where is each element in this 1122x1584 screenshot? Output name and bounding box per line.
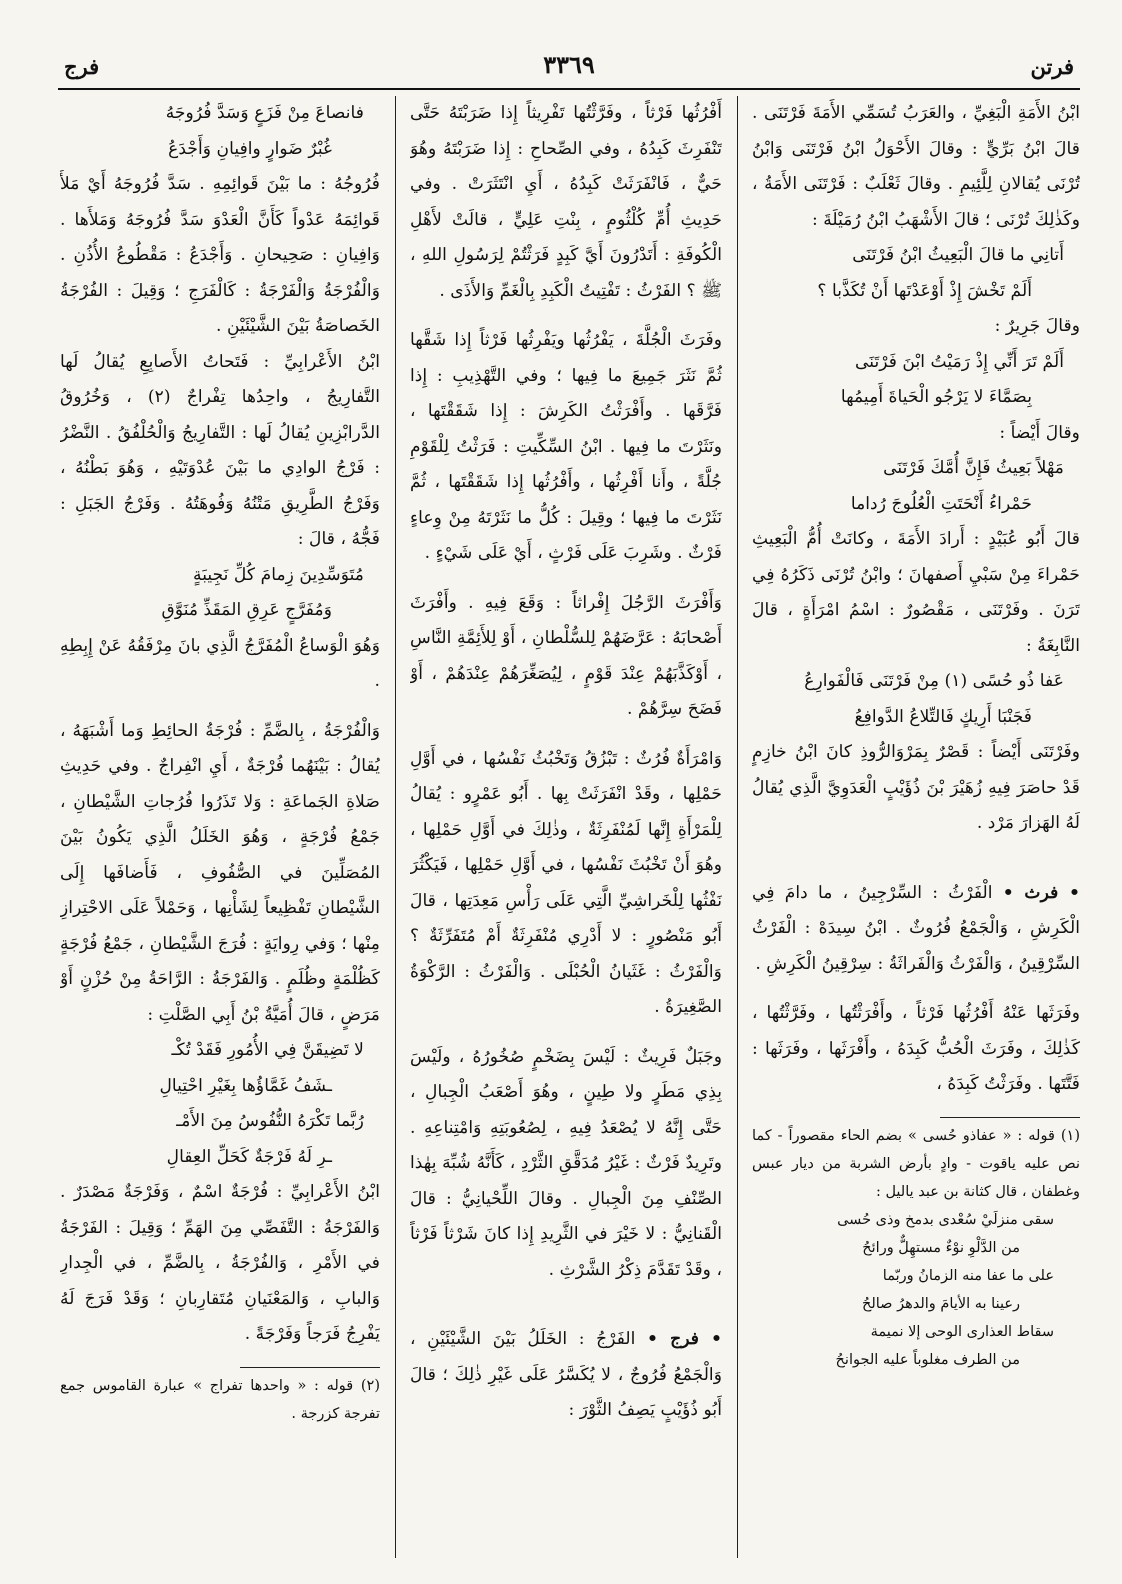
footnote-verse: على ما عفا منه الزمانُ وربّما xyxy=(882,1267,1054,1284)
verse-line: أَلَمْ تَرَ أَنِّي إِذْ رَمَيْتُ ابْنَ فَرْتَنَى xyxy=(854,351,1064,372)
footnote-1: (١) قوله : « عفاذو حُسى » بضم الحاء مقصوراً - كما نص عليه ياقوت - وادٍ بأرض الشربة من ديار عبس وغطفان ، قال كثانة بن عبد ياليل : xyxy=(752,1127,1080,1200)
footnote-verse: رعينا به الأيامَ والدهرُ صالحُ xyxy=(861,1295,1020,1312)
verse-line: عَفا ذُو حُسًى (١) مِنْ فَرْتَنَى فَالْفَوارِعُ xyxy=(804,671,1064,691)
verse-line: حَمْراءُ أَنْحَتَتِ الْعُلُوجَ رُداما xyxy=(850,493,1032,514)
header-left-headword: فرج xyxy=(64,54,100,79)
entry-headword: • فرث • xyxy=(1002,882,1080,903)
paragraph: وَأَفْرَثَ الرَّجُلَ إِفْراثاً : وَقَعَ فِيهِ . وأَفْرَثَ أَصْحابَهُ : عَرَّضَهُمْ لِلسُّلْطانِ ، أَوْ لِلأَئِمَّةِ النَّاسِ ، أَوْكَذَّبَهُمْ عِنْدَ قَوْمٍ ، لِيُصَغِّرَهُمْ عِنْدَهُمْ ، أَوْ فَضَحَ سِرَّهُمْ . xyxy=(410,592,722,719)
paragraph: وقالَ أَيْضاً : xyxy=(999,422,1080,443)
verse-line: رُبَّما تَكْرَهُ النُّفُوسُ مِنَ الأَمْـ xyxy=(176,1111,364,1131)
paragraph: أَفْرُثُها فَرْثاً ، وفَرَّثْتُها تَفْرِيثاً إِذا ضَرَبْتَهُ حَتَّى تَنْفَرِثَ كَبِدُهُ ، وفي الصِّحاحِ : إِذا ضَرَبْتَهُ وهُوَ حَيٌّ ، فَانْفَرَثَتْ كَبِدُهُ ، أَيِ انْتَثَرَتْ . وفي حَدِيثِ أُمِّ كُلْثُومٍ ، بِنْتِ عَلِيٍّ ، قالَتْ لأَهْلِ الْكُوفَةِ : أَتَدْرُونَ أَيَّ كَبِدٍ فَرَثْتُمْ لِرَسُولِ اللهِ ، ﷺ ؟ الفَرْثُ : تَفْتِيتُ الْكَبِدِ بِالْغَمِّ وَالأَذَى . xyxy=(410,103,722,301)
column-right xyxy=(752,96,1080,1566)
footnote-divider xyxy=(240,1367,380,1368)
footnote-verse: من الطرف مغلوباً عليه الجوانحُ xyxy=(835,1351,1020,1368)
paragraph: وَهُوَ الْوَساعُ الْمُفَرَّجُ الَّذِي بانَ مِرْفَقُهُ عَنْ إِبِطِهِ . xyxy=(60,635,380,691)
verse-line: فانصاعَ مِنْ فَزَعٍ وَسَدَّ فُرُوجَهُ xyxy=(165,103,364,123)
verse-line: لا تَضِيقَنَّ فِي الأُمُورِ فَقَدْ تُكْـ xyxy=(171,1040,364,1060)
verse-line: وَمُفَرَّجٍ عَرِقِ المَقَذِّ مُنَوَّقِ xyxy=(161,600,332,620)
footnote-verse: سقاط العذارى الوحى إلا نميمة xyxy=(870,1323,1054,1340)
verse-line: فَجَنْبَا أَرِيكٍ فَالتِّلاعُ الدَّوافِعُ xyxy=(854,706,1032,727)
column-divider-left xyxy=(395,96,396,1558)
paragraph: وَالْفُرْجَةُ ، بِالضَّمِّ : فُرْجَةُ الحائِطِ وَما أَشْبَهَهُ ، يُقالُ : بَيْنَهُما فُرْجَةٌ ، أَيِ انْفِراجٌ . وفي حَدِيثِ صَلاةِ الجَماعَةِ : وَلا تَذَرُوا فُرُجاتِ الشَّيْطانِ ، جَمْعُ فُرْجَةٍ ، وَهُوَ الخَلَلُ الَّذِي يَكُونُ بَيْنَ المُصَلِّينَ في الصُّفُوفِ ، فَأَضافَها إِلَى الشَّيْطانِ تَفْظِيعاً لِشَأْنِها ، وَحَمْلاً عَلَى الاحْتِرازِ مِنْها ؛ وَفي رِوايَةٍ : فُرَجَ الشَّيْطانِ ، جَمْعُ فُرْجَةٍ كَظُلْمَةٍ وظُلَمٍ . وَالفَرْجَةُ : الرَّاحَةُ مِنْ حُزْنٍ أَوْ مَرَضٍ ، قالَ أُمَيَّةُ بْنُ أَبِي الصَّلْتِ : xyxy=(60,720,380,1025)
entry-farth xyxy=(752,876,1080,983)
column-middle xyxy=(410,96,722,1566)
verse-line: بِصَمَّاءَ لا يَرْجُو الْحَياةَ أَمِيمُها xyxy=(840,387,1032,407)
entry-text: الفَرْجُ : الخَلَلُ بَيْنَ الشَّيْئَيْنِ ، وَالْجَمْعُ فُرُوجٌ ، لا يُكَسَّرُ عَلَى غَيْرِ ذٰلِكَ ؛ قالَ أَبُو ذُؤَيْبٍ يَصِفُ الثَّوْرَ : xyxy=(410,1329,722,1420)
verse-line: مُتَوَسِّدِينَ زِمامَ كُلِّ نَجِيبَةٍ xyxy=(192,564,364,585)
paragraph: وفَرَثَ الْجُلَّةَ ، يَفْرُثُها ويَفْرِثُها فَرْثاً إِذا شَقَّها ثُمَّ نَثَرَ جَمِيعَ ما فِيها ؛ وفي التَّهْذِيبِ : إِذا فَرَّقَها . وأَفْرَثْتُ الكَرِشَ : إِذا شَقَقْتَها ، ونَثَرْتَ ما فِيها . ابْنُ السِّكِّيتِ : فَرَثْتُ لِلْقَوْمِ جُلَّةً ، وأَنا أَفْرِثُها ، وأَفْرُثُها إِذا شَقَقْتَها ، ثُمَّ نَثَرْتَ ما فِيها ؛ وقِيلَ : كُلُّ ما نَثَرْتَهُ مِنْ وِعاءٍ فَرْثٌ . وشَرِبَ عَلَى فَرْثٍ ، أَيْ عَلَى شَيْءٍ . xyxy=(410,330,722,563)
verse-line: أَتانِي ما قالَ الْبَعِيثُ ابْنُ فَرْتَنَى xyxy=(852,245,1064,265)
paragraph: وقالَ جَرِيرٌ : xyxy=(994,316,1080,336)
verse-line: ـشَفُ غَمَّاؤُها بِغَيْرِ احْتِيالِ xyxy=(159,1075,332,1096)
footnote-verse: سقى منزلَيْ سُعْدى بدمخ وذى حُسى xyxy=(837,1211,1054,1228)
paragraph: ابْنُ الأَعْرابِيِّ : فُرْجَةٌ اسْمٌ ، وَفَرْجَةٌ مَصْدَرٌ . وَالفَرْجَةُ : التَّفَصِّي مِنَ الهَمِّ ؛ وَقِيلَ : الفَرْجَةُ في الأَمْرِ ، وَالفُرْجَةُ ، بِالضَّمِّ ، في الْجِدارِ وَالبابِ ، وَالمَعْنَيانِ مُتَقارِبانِ ؛ وَقَدْ فَرَجَ لَهُ يَفْرِجُ فَرَجاً وَفَرْجَةً . xyxy=(60,1182,380,1344)
paragraph: فُرُوجُهُ : ما بَيْنَ قَوائِمِهِ . سَدَّ فُرُوجَهُ أَيْ مَلأَ قَوائِمَهُ عَدْواً كَأَنَّ الْعَدْوَ سَدَّ فُرُوجَهُ وَمَلأَها . وَافِيانِ : صَحِيحانِ . وَأَجْدَعُ : مَقْطُوعُ الأُذُنِ . وَالْفُرْجَةُ وَالْفَرْجَةُ : كَالْفَرَجِ ؛ وَقِيلَ : الفُرْجَةُ الخَصاصَةُ بَيْنَ الشَّيْئَيْنِ . xyxy=(60,174,380,336)
paragraph: قالَ أَبُو عُبَيْدٍ : أَرادَ الأَمَةَ ، وكانَتْ أُمُّ الْبَعِيثِ حَمْراءَ مِنْ سَبْيِ أَصفهانَ ؛ وابْنُ تُرْنَى ذَكَرُهُ فِي تَرَنَ . وفَرْتَنَى ، مَقْصُورٌ : اسْمُ امْرَأَةٍ ، قالَ النَّابِغَةُ : xyxy=(752,529,1080,656)
paragraph: وجَبَلٌ فَرِيثٌ : لَيْسَ بِضَخْمٍ صُخُورُهُ ، ولَيْسَ بِذِي مَطَرٍ ولا طِينٍ ، وهُوَ أَصْعَبُ الْجِبالِ ، حَتَّى إِنَّهُ لا يُصْعَدُ فِيهِ ، لِصُعُوبَتِهِ وَامْتِناعِهِ . وتَرِيدٌ فَرْثٌ : غَيْرُ مُدَقَّقِ الثَّرْدِ ، كَأَنَّهُ شُبِّهَ بِهٰذا الصِّنْفِ مِنَ الْجِبالِ . وقالَ اللِّحْيانِيُّ : قالَ الْقَنانِيُّ : لا خَيْرَ في الثَّرِيدِ إِذا كانَ شَرْثاً فَرْثاً ، وقَدْ تَقَدَّمَ ذِكْرُ الشَّرْثِ . xyxy=(410,1046,722,1280)
entry-faraj xyxy=(410,1322,722,1429)
footnote-verse: من الدَّلْوِ نوْءٌ مستهِلٌّ ورائحُ xyxy=(862,1239,1020,1256)
paragraph: ابْنُ الأَمَةِ الْبَغِيِّ ، والعَرَبُ تُسَمِّي الأَمَةَ فَرْتَنَى . قالَ ابْنُ بَرِّيٍّ : وقالَ الأَحْوَلُ ابْنُ فَرْتَنَى وَابْنُ تُرْنَى يُقالانِ لِلَّئِيمِ . وقالَ ثَعْلَبٌ : فَرْتَنَى الأَمَةُ ، وكَذٰلِكَ تُرْنَى ؛ قالَ الأَشْهَبُ ابْنُ رُمَيْلَةَ : xyxy=(752,103,1080,230)
footnote-divider xyxy=(940,1117,1080,1118)
paragraph: وفَرْتَنَى أَيْضاً : قَصْرٌ بِمَرْوَالرُّوذِ كانَ ابْنُ خازِمٍ قَدْ حاصَرَ فِيهِ زُهَيْرَ بْنَ ذُؤَيْبٍ الْعَدَوِيَّ الَّذِي يُقالُ لَهُ الهَزارَ مَرْد . xyxy=(752,742,1080,833)
header-right-headword: فرتن xyxy=(1030,54,1074,79)
page-number: ٣٣٦٩ xyxy=(543,50,595,79)
verse-line: أَلَمْ تَخْشَ إِذْ أَوْعَدْتَها أَنْ تُكَذَّبا ؟ xyxy=(817,280,1032,301)
footnote-2: (٢) قوله : « واحدها تفراج » عبارة القاموس جمع تفرجة كزرجة . xyxy=(60,1377,380,1422)
page-header xyxy=(58,48,1080,90)
paragraph: وفَرَثَها عَنْهُ أَفْرُثُها فَرْثاً ، وأَفْرَثْتُها ، وفَرَّثْتُها ، كَذٰلِكَ ، وفَرَثَ الْحُبُّ كَبِدَهُ ، وأَفْرَثَها ، وفَرَثَها : فَتَّتَها . وفَرَثْتُ كَبِدَهُ ، xyxy=(752,1003,1080,1094)
column-divider-right xyxy=(737,96,738,1558)
entry-headword: • فرج • xyxy=(647,1329,722,1349)
paragraph: وَامْرَأَةٌ فُرُثٌ : تَبْزُقُ وَتَخْبُثُ نَفْسُها ، في أَوَّلِ حَمْلِها ، وقَدْ انْفَرَثَتْ بِها . أَبُو عَمْرٍو : يُقالُ لِلْمَرْأَةِ إِنَّها لَمُنْفَرِثَةٌ ، وذٰلِكَ في أَوَّلِ حَمْلِها ، وهُوَ أَنْ تَخْبُثَ نَفْسُها ، في أَوَّلِ حَمْلِها ، فَيَكْثُرَ نَفْثُها لِلْخَراشِيِّ الَّتِي عَلَى رَأْسِ مَعِدَتِها ، قالَ أَبُو مَنْصُورٍ : لا أَدْرِي مُنْفَرِثَةٌ أَمْ مُتَفَرِّثَةٌ ؟ وَالْفَرْثُ : غَثَيانُ الْحُبْلَى . وَالْفَرْثُ : الرَّكْوَةُ الصَّغِيرَةُ . xyxy=(410,748,722,1017)
verse-line: ـرِ لَهُ فَرْجَةٌ كَحَلِّ العِقالِ xyxy=(166,1146,332,1167)
verse-line: مَهْلاً بَعِيثُ فَإِنَّ أُمَّكَ فَرْتَنَى xyxy=(883,458,1064,478)
entry-text: الْفَرْثُ : السِّرْجِينُ ، ما دامَ فِي الْكَرِشِ ، وَالْجَمْعُ فُرُوثٌ . ابْنُ سِيدَهْ : الْفَرْثُ السِّرْقِينُ ، وَالْفَرْثُ وَالْفَراثَةُ : سِرْقِينُ الْكَرِشِ . xyxy=(752,882,1080,974)
paragraph: ابْنُ الأَعْرابِيِّ : فَتَحاتُ الأَصابِعِ يُقالُ لَها التَّفارِيجُ ، واحِدُها تِفْراجٌ (٢) ، وَخُرُوقُ الدَّرابْزِينِ يُقالُ لَها : التَّفارِيجُ وَالْحُلْفُقُ . النَّضْرُ : فَرْجُ الوادِي ما بَيْنَ عُدْوَتَيْهِ ، وَهُوَ بَطْنُهُ ، وَفَرْجُ الطَّرِيقِ مَتْنُهُ وَفُوهَتُهُ . وَفَرْجُ الجَبَلِ : فَجُّهُ ، قالَ : xyxy=(60,351,380,549)
verse-line: غُبْرٌ ضَوارٍ وافِيانِ وَأَجْدَعُ xyxy=(168,138,332,159)
column-left xyxy=(60,96,380,1566)
